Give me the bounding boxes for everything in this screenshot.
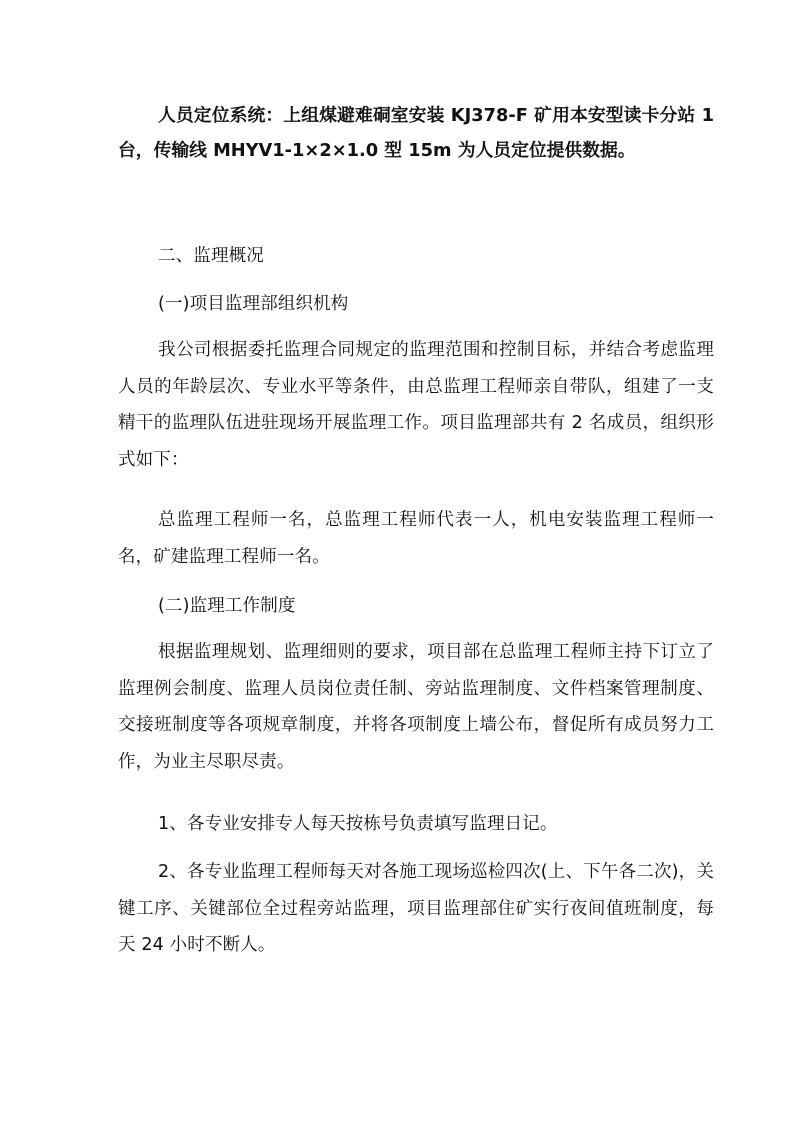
list-item-1: 1、各专业安排专人每天按栋号负责填写监理日记。 — [158, 814, 558, 834]
staff-composition-paragraph: 总监理工程师一名，总监理工程师代表一人，机电安装监理工程师一名，矿建监理工程师一名。 — [118, 510, 714, 567]
organization-paragraph: 我公司根据委托监理合同规定的监理范围和控制目标，并结合考虑监理人员的年龄层次、专业水平等条件，由总监理工程师亲自带队，组建了一支精干的监理队伍进驻现场开展监理工作。项目监理部共有 2 名成员，组织形式如下： — [118, 340, 714, 470]
personnel-positioning-paragraph: 人员定位系统：上组煤避难硐室安装 KJ378-F 矿用本安型读卡分站 1 台，传输线 MHYV1-1×2×1.0 型 15m 为人员定位提供数据。 — [118, 105, 714, 161]
section-heading-supervision-overview: 二、监理概况 — [158, 246, 264, 266]
list-item-2: 2、各专业监理工程师每天对各施工现场巡检四次(上、下午各二次)，关键工序、关键部位全过程旁站监理，项目监理部住矿实行夜间值班制度，每天 24 小时不断人。 — [118, 862, 714, 955]
subsection-heading-work-system: (二)监理工作制度 — [158, 596, 296, 616]
work-system-paragraph: 根据监理规划、监理细则的要求，项目部在总监理工程师主持下订立了监理例会制度、监理人员岗位责任制、旁站监理制度、文件档案管理制度、交接班制度等各项规章制度，并将各项制度上墙公布，督促所有成员努力工作，为业主尽职尽责。 — [118, 642, 714, 772]
subsection-heading-organization: (一)项目监理部组织机构 — [158, 294, 349, 314]
